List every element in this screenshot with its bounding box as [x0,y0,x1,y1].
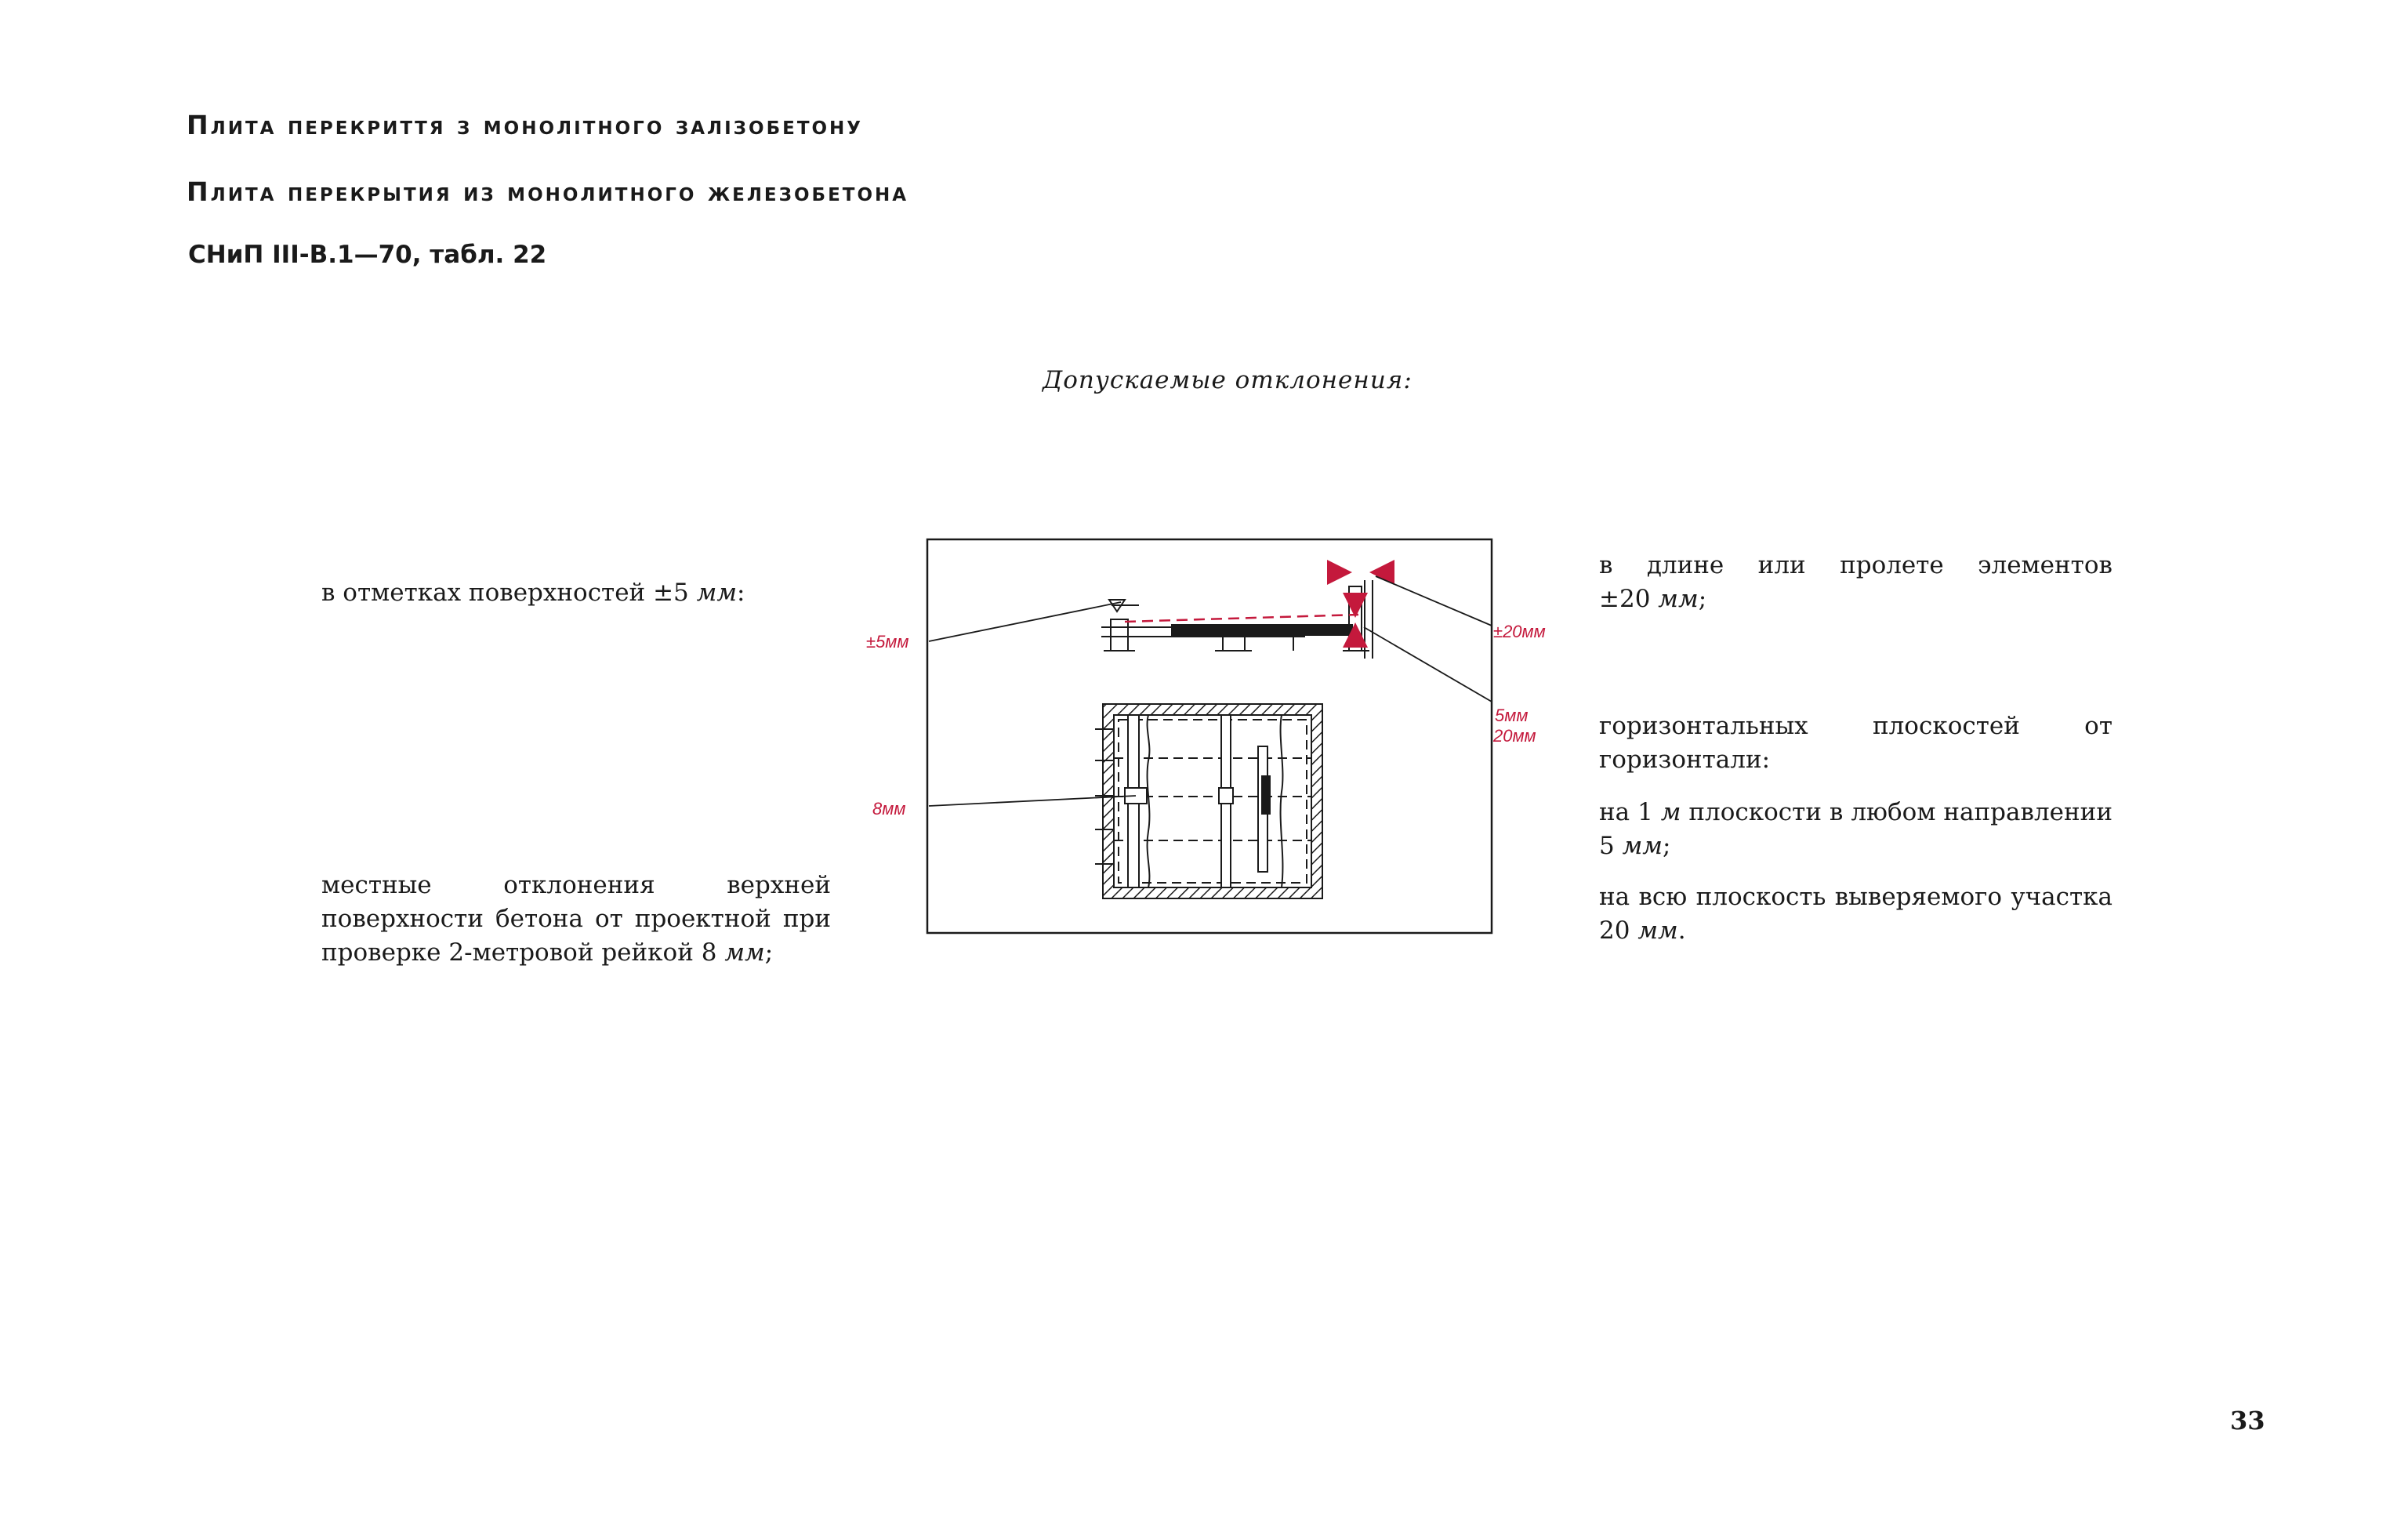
deviation-text: местные отклонения верхней поверхности бетона от проектной при проверке 2-метровой рейкой 8 [321,871,831,967]
title-russian: Плита перекрытия из монолитного железобетона [187,176,909,207]
deviation-surface-marks [321,576,807,610]
deviation-per-meter [1599,796,2112,863]
unit: мм [696,579,738,607]
punct: : [737,579,745,607]
deviation-text: на 1 [1599,798,1661,826]
unit: мм [1622,832,1663,860]
justified-line [1599,549,2112,583]
label-plus-minus-5mm: ±5мм [866,632,909,651]
deviation-local-surface [321,869,831,970]
deviation-text: на всю плоскость выверяемого участка 20 [1599,883,2112,945]
value: ±20 [1599,585,1659,613]
unit: мм [1658,585,1699,613]
slab-rebar [1172,625,1352,635]
deviation-length-span [1599,549,2112,616]
word: элементов [1978,551,2112,579]
section-view [1101,580,1373,659]
tolerance-diagram [866,533,1587,941]
unit: м [1660,798,1681,826]
deviation-horizontal-planes: горизонтальных плоскостей от горизонтали: [1599,712,2112,774]
page-number: 33 [2230,1406,2265,1435]
word: в [1599,551,1613,579]
plan-view [1095,704,1322,898]
subtitle: Допускаемые отклонения: [1043,366,1413,394]
unit: мм [1637,916,1678,945]
word: или [1757,551,1806,579]
word: пролете [1840,551,1944,579]
punct: ; [1662,832,1671,860]
unit: мм [724,938,765,967]
punct: . [1677,916,1686,945]
word: длине [1646,551,1724,579]
label-5mm: 5мм [1495,706,1529,725]
punct: ; [764,938,774,967]
red-dashed-level [1125,615,1358,622]
value-line [1599,583,2112,616]
title-ukrainian: Плита перекриття з монолітного залізобетону [187,110,864,140]
label-8mm: 8мм [872,799,906,818]
deviation-text: в отметках поверхностей ±5 [321,579,697,607]
slab-left-support [1111,619,1128,651]
label-plus-minus-20mm: ±20мм [1493,622,1546,641]
label-20mm: 20мм [1493,726,1536,746]
deviation-text: плоскости в любом направлении 5 [1599,798,2112,860]
punct: ; [1698,585,1707,613]
deviation-whole-plane [1599,880,2112,948]
snip-reference: СНиП III-В.1—70, табл. 22 [188,241,547,269]
